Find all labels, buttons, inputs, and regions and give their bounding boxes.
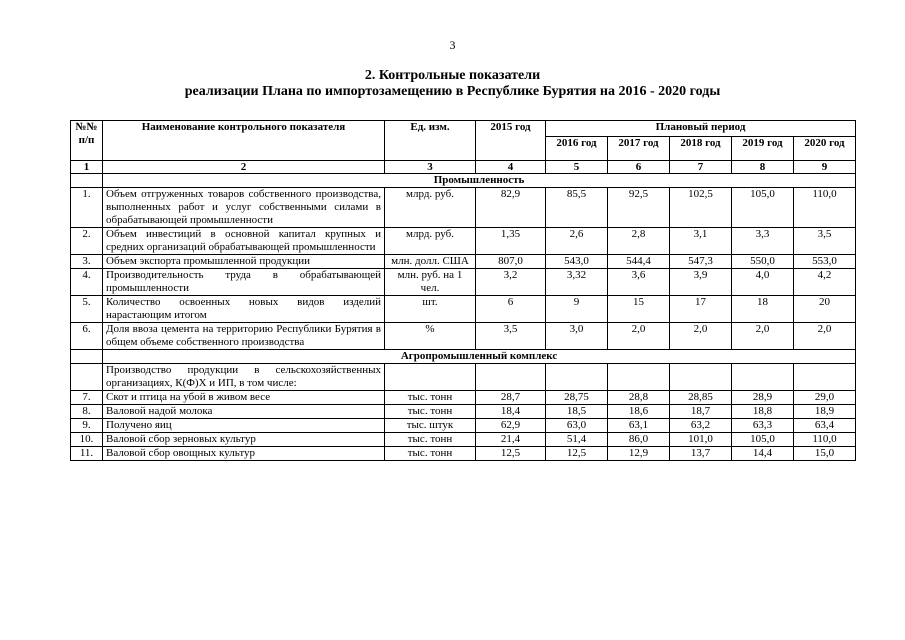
value-cell: 18,9 (794, 405, 856, 419)
value-cell: 12,5 (546, 447, 608, 461)
column-number: 3 (385, 161, 476, 174)
header-year: 2016 год (546, 137, 608, 161)
value-cell: 101,0 (670, 433, 732, 447)
empty-cell (476, 364, 546, 391)
value-cell: 28,9 (732, 391, 794, 405)
value-cell: 82,9 (476, 188, 546, 228)
row-number: 1. (71, 188, 103, 228)
value-cell: 3,2 (476, 269, 546, 296)
empty-cell (794, 364, 856, 391)
indicator-name: Скот и птица на убой в живом весе (103, 391, 385, 405)
value-cell: 86,0 (608, 433, 670, 447)
value-cell: 14,4 (732, 447, 794, 461)
page-number: 3 (449, 38, 456, 52)
indicator-name: Производительность труда в обрабатывающей промышленности (103, 269, 385, 296)
table-row (71, 188, 856, 228)
row-number: 2. (71, 228, 103, 255)
value-cell: 92,5 (608, 188, 670, 228)
empty-cell (71, 350, 103, 364)
value-cell: 63,4 (794, 419, 856, 433)
value-cell: 3,3 (732, 228, 794, 255)
value-cell: 9 (546, 296, 608, 323)
header-year: 2020 год (794, 137, 856, 161)
indicator-name: Объем экспорта промышленной продукции (103, 255, 385, 269)
unit-cell: % (385, 323, 476, 350)
indicator-name: Получено яиц (103, 419, 385, 433)
column-number: 5 (546, 161, 608, 174)
title-line-2: реализации Плана по импортозамещению в Республике Бурятия на 2016 - 2020 годы (184, 84, 721, 99)
value-cell: 550,0 (732, 255, 794, 269)
unit-cell: тыс. тонн (385, 391, 476, 405)
value-cell: 2,0 (608, 323, 670, 350)
row-number: 7. (71, 391, 103, 405)
row-number: 3. (71, 255, 103, 269)
empty-cell (732, 364, 794, 391)
value-cell: 63,2 (670, 419, 732, 433)
value-cell: 2,6 (546, 228, 608, 255)
value-cell: 2,0 (732, 323, 794, 350)
row-number: 9. (71, 419, 103, 433)
row-number: 10. (71, 433, 103, 447)
value-cell: 15,0 (794, 447, 856, 461)
indicator-name: Доля ввоза цемента на территорию Республики Бурятия в общем объеме собственного производства (103, 323, 385, 350)
table-row (71, 419, 856, 433)
value-cell: 18,8 (732, 405, 794, 419)
value-cell: 62,9 (476, 419, 546, 433)
value-cell: 544,4 (608, 255, 670, 269)
unit-cell: тыс. тонн (385, 405, 476, 419)
table-body (71, 161, 856, 461)
empty-cell (546, 364, 608, 391)
value-cell: 110,0 (794, 433, 856, 447)
value-cell: 102,5 (670, 188, 732, 228)
value-cell: 29,0 (794, 391, 856, 405)
empty-cell (385, 364, 476, 391)
empty-cell (670, 364, 732, 391)
value-cell: 3,5 (794, 228, 856, 255)
value-cell: 6 (476, 296, 546, 323)
unit-cell: млн. руб. на 1 чел. (385, 269, 476, 296)
section-title-industry: Промышленность (103, 174, 856, 188)
table-row (71, 433, 856, 447)
indicator-name: Объем инвестиций в основной капитал крупных и средних организаций обрабатывающей промышленности (103, 228, 385, 255)
row-number: 8. (71, 405, 103, 419)
column-number: 4 (476, 161, 546, 174)
table-row (71, 405, 856, 419)
value-cell: 3,5 (476, 323, 546, 350)
value-cell: 18,5 (546, 405, 608, 419)
value-cell: 85,5 (546, 188, 608, 228)
unit-cell: тыс. тонн (385, 433, 476, 447)
empty-cell (608, 364, 670, 391)
unit-cell: тыс. тонн (385, 447, 476, 461)
value-cell: 105,0 (732, 433, 794, 447)
value-cell: 105,0 (732, 188, 794, 228)
header-unit: Ед. изм. (385, 121, 476, 161)
indicator-name: Валовой надой молока (103, 405, 385, 419)
header-2015: 2015 год (476, 121, 546, 161)
table-row (71, 323, 856, 350)
value-cell: 28,8 (608, 391, 670, 405)
value-cell: 3,1 (670, 228, 732, 255)
value-cell: 110,0 (794, 188, 856, 228)
section-row-industry (71, 174, 856, 188)
unit-cell: млн. долл. США (385, 255, 476, 269)
table-row (71, 391, 856, 405)
indicator-name: Объем отгруженных товаров собственного производства, выполненных работ и услуг собственными силами в обрабатывающей промышленности (103, 188, 385, 228)
header-num: №№ п/п (71, 121, 103, 161)
value-cell: 63,3 (732, 419, 794, 433)
value-cell: 3,6 (608, 269, 670, 296)
value-cell: 543,0 (546, 255, 608, 269)
empty-cell (71, 364, 103, 391)
value-cell: 3,9 (670, 269, 732, 296)
value-cell: 12,9 (608, 447, 670, 461)
value-cell: 4,0 (732, 269, 794, 296)
header-year: 2019 год (732, 137, 794, 161)
column-numbers-row (71, 161, 856, 174)
header-name: Наименование контрольного показателя (103, 121, 385, 161)
value-cell: 553,0 (794, 255, 856, 269)
indicator-name: Валовой сбор зерновых культур (103, 433, 385, 447)
unit-cell: шт. (385, 296, 476, 323)
value-cell: 18 (732, 296, 794, 323)
row-number: 11. (71, 447, 103, 461)
value-cell: 2,0 (794, 323, 856, 350)
value-cell: 17 (670, 296, 732, 323)
value-cell: 18,7 (670, 405, 732, 419)
value-cell: 28,85 (670, 391, 732, 405)
section-row-agro (71, 350, 856, 364)
agro-intro-row (71, 364, 856, 391)
header-year: 2018 год (670, 137, 732, 161)
column-number: 8 (732, 161, 794, 174)
agro-intro-text: Производство продукции в сельскохозяйственных организациях, К(Ф)Х и ИП, в том числе: (103, 364, 385, 391)
table-row (71, 296, 856, 323)
unit-cell: тыс. штук (385, 419, 476, 433)
value-cell: 28,75 (546, 391, 608, 405)
value-cell: 3,0 (546, 323, 608, 350)
value-cell: 18,6 (608, 405, 670, 419)
indicator-name: Количество освоенных новых видов изделий нарастающим итогом (103, 296, 385, 323)
value-cell: 2,0 (670, 323, 732, 350)
value-cell: 20 (794, 296, 856, 323)
unit-cell: млрд. руб. (385, 228, 476, 255)
table-row (71, 228, 856, 255)
value-cell: 18,4 (476, 405, 546, 419)
table-row (71, 255, 856, 269)
indicators-table (70, 120, 856, 461)
value-cell: 28,7 (476, 391, 546, 405)
table-row (71, 447, 856, 461)
value-cell: 807,0 (476, 255, 546, 269)
value-cell: 15 (608, 296, 670, 323)
value-cell: 12,5 (476, 447, 546, 461)
value-cell: 21,4 (476, 433, 546, 447)
value-cell: 547,3 (670, 255, 732, 269)
row-number: 4. (71, 269, 103, 296)
indicator-name: Валовой сбор овощных культур (103, 447, 385, 461)
value-cell: 63,1 (608, 419, 670, 433)
unit-cell: млрд. руб. (385, 188, 476, 228)
value-cell: 2,8 (608, 228, 670, 255)
column-number: 9 (794, 161, 856, 174)
document-title (0, 68, 905, 100)
section-title-agro: Агропромышленный комплекс (103, 350, 856, 364)
value-cell: 4,2 (794, 269, 856, 296)
table-row (71, 269, 856, 296)
value-cell: 3,32 (546, 269, 608, 296)
value-cell: 63,0 (546, 419, 608, 433)
row-number: 6. (71, 323, 103, 350)
value-cell: 13,7 (670, 447, 732, 461)
header-planned-period: Плановый период (546, 121, 856, 137)
value-cell: 1,35 (476, 228, 546, 255)
column-number: 7 (670, 161, 732, 174)
column-number: 6 (608, 161, 670, 174)
title-line-1: 2. Контрольные показатели (364, 68, 541, 83)
row-number: 5. (71, 296, 103, 323)
column-number: 2 (103, 161, 385, 174)
value-cell: 51,4 (546, 433, 608, 447)
column-number: 1 (71, 161, 103, 174)
header-year: 2017 год (608, 137, 670, 161)
